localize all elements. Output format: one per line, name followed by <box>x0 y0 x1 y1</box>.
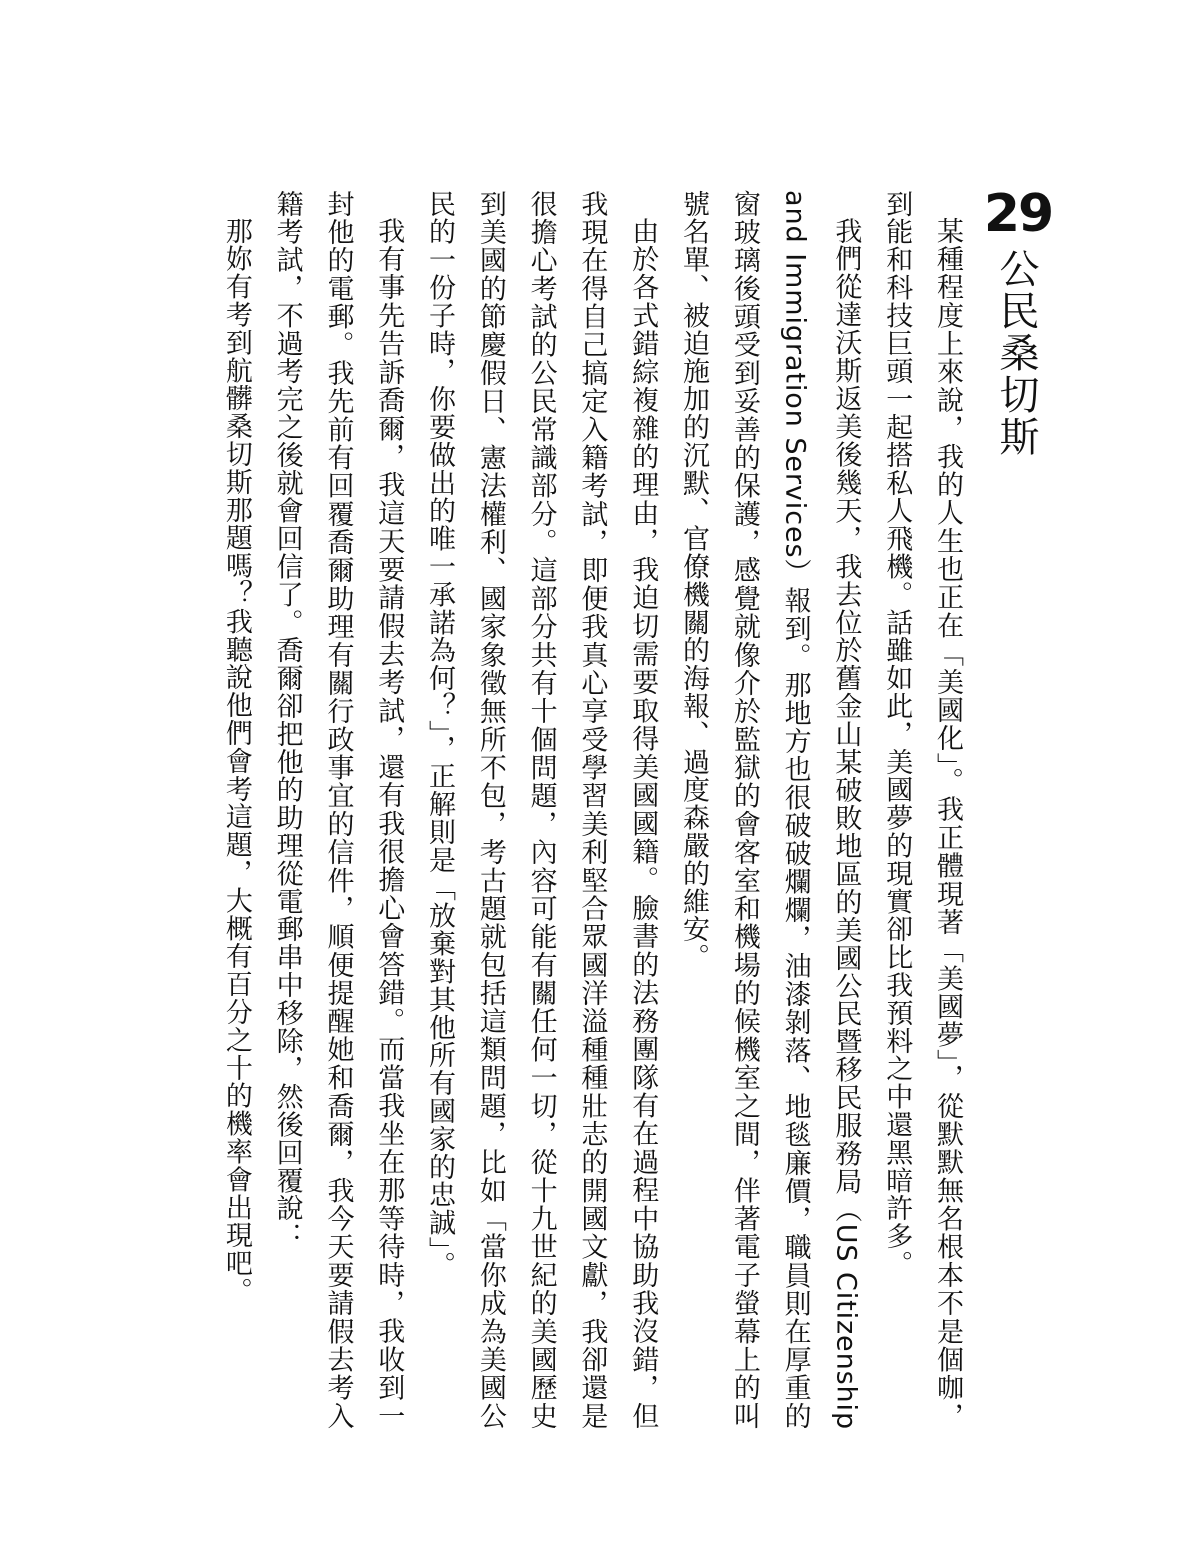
chapter-title: 公民桑切斯 <box>993 248 1039 458</box>
paragraph: 由於各式錯綜複雜的理由，我迫切需要取得美國國籍。臉書的法務團隊有在過程中協助我沒錯，但我現在得自己搞定入籍考試，即便我真心享受學習美利堅合眾國洋溢種種壯志的開國文獻，我卻還是很擔心考試的公民常識部分。這部分共有十個問題，內容可能有關任何一切，從十九世紀的美國歷史到美國的節慶假日、憲法權利、國家象徵無所不包，考古題就包括這類問題，比如「當你成為美國公民的一份子時，你要做出的唯一承諾為何？」，正解則是「放棄對其他所有國家的忠誠」。 <box>424 190 659 1430</box>
paragraph: 那妳有考到航髒桑切斯那題嗎？我聽說他們會考這題，大概有百分之十的機率會出現吧。 <box>220 217 252 1306</box>
paragraph: 某種程度上來說，我的人生也正在「美國化」。我正體現著「美國夢」，從默默無名根本不是個咖，到能和科技巨頭一起搭私人飛機。話雖如此，美國夢的現實卻比我預料之中還黑暗許多。 <box>881 190 963 1430</box>
chapter-number: 29 <box>983 184 1053 244</box>
paragraph: 我有事先告訴喬爾，我這天要請假去考試，還有我很擔心會答錯。而當我坐在那等待時，我收到一封他的電郵。我先前有回覆喬爾助理有關行政事宜的信件，順便提醒她和喬爾，我今天要請假去考入籍考試，不過考完之後就會回信了。喬爾卻把他的助理從電郵串中移除，然後回覆說： <box>271 190 405 1430</box>
paragraph: 我們從達沃斯返美後幾天，我去位於舊金山某破敗地區的美國公民暨移民服務局（US Citizenship and Immigration Services）報到。那地方也很破破爛爛，油漆剝落、地毯廉價，職員則在厚重的窗玻璃後頭受到妥善的保護，感覺就像介於監獄的會客室和機場的候機室之間，伴著電子螢幕上的叫號名單、被迫施加的沉默、官僚機關的海報、過度森嚴的維安。 <box>678 190 862 1430</box>
body-text <box>210 190 972 1430</box>
